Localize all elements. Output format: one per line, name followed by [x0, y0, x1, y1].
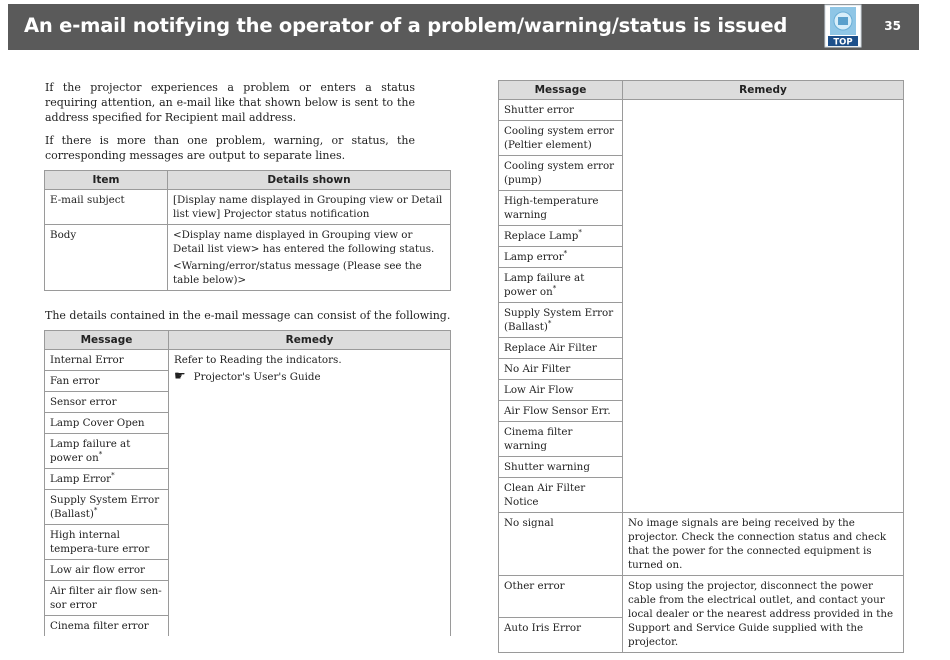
auto-iris-message: Auto Iris Error [499, 618, 623, 653]
left-message-cell: Air filter air flow sen-sor error [45, 581, 169, 616]
right-table-header-remedy: Remedy [623, 81, 904, 100]
table-row [45, 225, 451, 291]
left-message-cell: Sensor error [45, 392, 169, 413]
other-error-message: Other error [499, 576, 623, 618]
no-signal-remedy: No image signals are being received by the projector. Check the connection status and check that the power for the connected equipment is turned on. [623, 513, 904, 576]
intro-paragraph-1: If the projector experiences a problem or enters a status requiring attention, an e-mail like that shown below is sent to the address specified for Recipient mail address. [45, 81, 415, 124]
top-icon[interactable] [824, 4, 862, 48]
asterisk-mark: * [552, 284, 557, 293]
right-message-cell: Cooling system error (Peltier element) [499, 121, 623, 156]
email-details-body [168, 225, 451, 291]
asterisk-mark: * [111, 471, 115, 480]
email-body-line-1: <Display name displayed in Grouping view or Detail list view> has entered the following status. [173, 229, 435, 255]
email-body-line-2: <Warning/error/status message (Please see the table below)> [173, 260, 422, 286]
left-message-cell: Internal Error [45, 350, 169, 371]
table-row [45, 350, 451, 371]
right-remedy-empty-cell [623, 100, 904, 513]
left-table-header-message: Message [45, 331, 169, 350]
left-message-cell: Supply System Error (Ballast)* [45, 490, 169, 525]
right-message-cell: Clean Air Filter Notice [499, 478, 623, 513]
intro-paragraph-2: If there is more than one problem, warning, or status, the corresponding messages are output to separate lines. [45, 134, 415, 162]
top-label: TOP [833, 37, 853, 48]
email-table-header-item: Item [45, 171, 168, 190]
page-header [8, 4, 919, 50]
other-error-remedy: Stop using the projector, disconnect the power cable from the electrical outlet, and contact your local dealer or the nearest address provided in the Support and Service Guide supplied with the projector. [623, 576, 904, 653]
right-message-cell: Lamp error* [499, 247, 623, 268]
page-number: 35 [884, 19, 901, 33]
email-item-body: Body [45, 225, 168, 291]
left-message-cell: High internal tempera-ture error [45, 525, 169, 560]
asterisk-mark: * [578, 228, 582, 237]
right-message-cell: High-temperature warning [499, 191, 623, 226]
asterisk-mark: * [98, 450, 103, 459]
right-message-cell: Air Flow Sensor Err. [499, 401, 623, 422]
left-message-cell: Fan error [45, 371, 169, 392]
left-message-cell: Low air flow error [45, 560, 169, 581]
email-item-subject: E-mail subject [45, 190, 168, 225]
email-details-subject: [Display name displayed in Grouping view or Detail list view] Projector status notification [168, 190, 451, 225]
right-message-cell: Low Air Flow [499, 380, 623, 401]
users-guide-link[interactable]: Projector's User's Guide [193, 371, 321, 383]
right-message-cell: Cooling system error (pump) [499, 156, 623, 191]
email-table [44, 170, 451, 291]
left-message-cell: Lamp Error* [45, 469, 169, 490]
right-message-table [498, 80, 904, 653]
no-signal-message: No signal [499, 513, 623, 576]
asterisk-mark: * [547, 319, 552, 328]
left-table-header-remedy: Remedy [169, 331, 451, 350]
table-row [499, 100, 904, 121]
details-intro: The details contained in the e-mail message can consist of the following. [45, 309, 451, 322]
right-message-cell: Shutter error [499, 100, 623, 121]
left-remedy-text: Refer to Reading the indicators. [174, 354, 342, 366]
left-message-table [44, 330, 451, 636]
right-message-cell: Lamp failure at power on* [499, 268, 623, 303]
right-message-cell: Cinema filter warning [499, 422, 623, 457]
page-title: An e-mail notifying the operator of a problem/warning/status is issued [24, 14, 788, 37]
right-message-cell: No Air Filter [499, 359, 623, 380]
table-row [499, 513, 904, 576]
pointing-hand-icon: ☛ [174, 369, 186, 384]
left-message-cell: Lamp Cover Open [45, 413, 169, 434]
table-row [45, 190, 451, 225]
right-message-cell: Supply System Error (Ballast)* [499, 303, 623, 338]
asterisk-mark: * [563, 249, 568, 258]
right-table-header-message: Message [499, 81, 623, 100]
right-message-cell: Replace Lamp* [499, 226, 623, 247]
left-message-cell: Lamp failure at power on* [45, 434, 169, 469]
left-remedy-cell [169, 350, 451, 637]
right-message-cell: Shutter warning [499, 457, 623, 478]
asterisk-mark: * [93, 506, 98, 515]
right-message-cell: Replace Air Filter [499, 338, 623, 359]
left-message-cell: Cinema filter error [45, 616, 169, 637]
email-table-header-details: Details shown [168, 171, 451, 190]
table-row [499, 576, 904, 618]
